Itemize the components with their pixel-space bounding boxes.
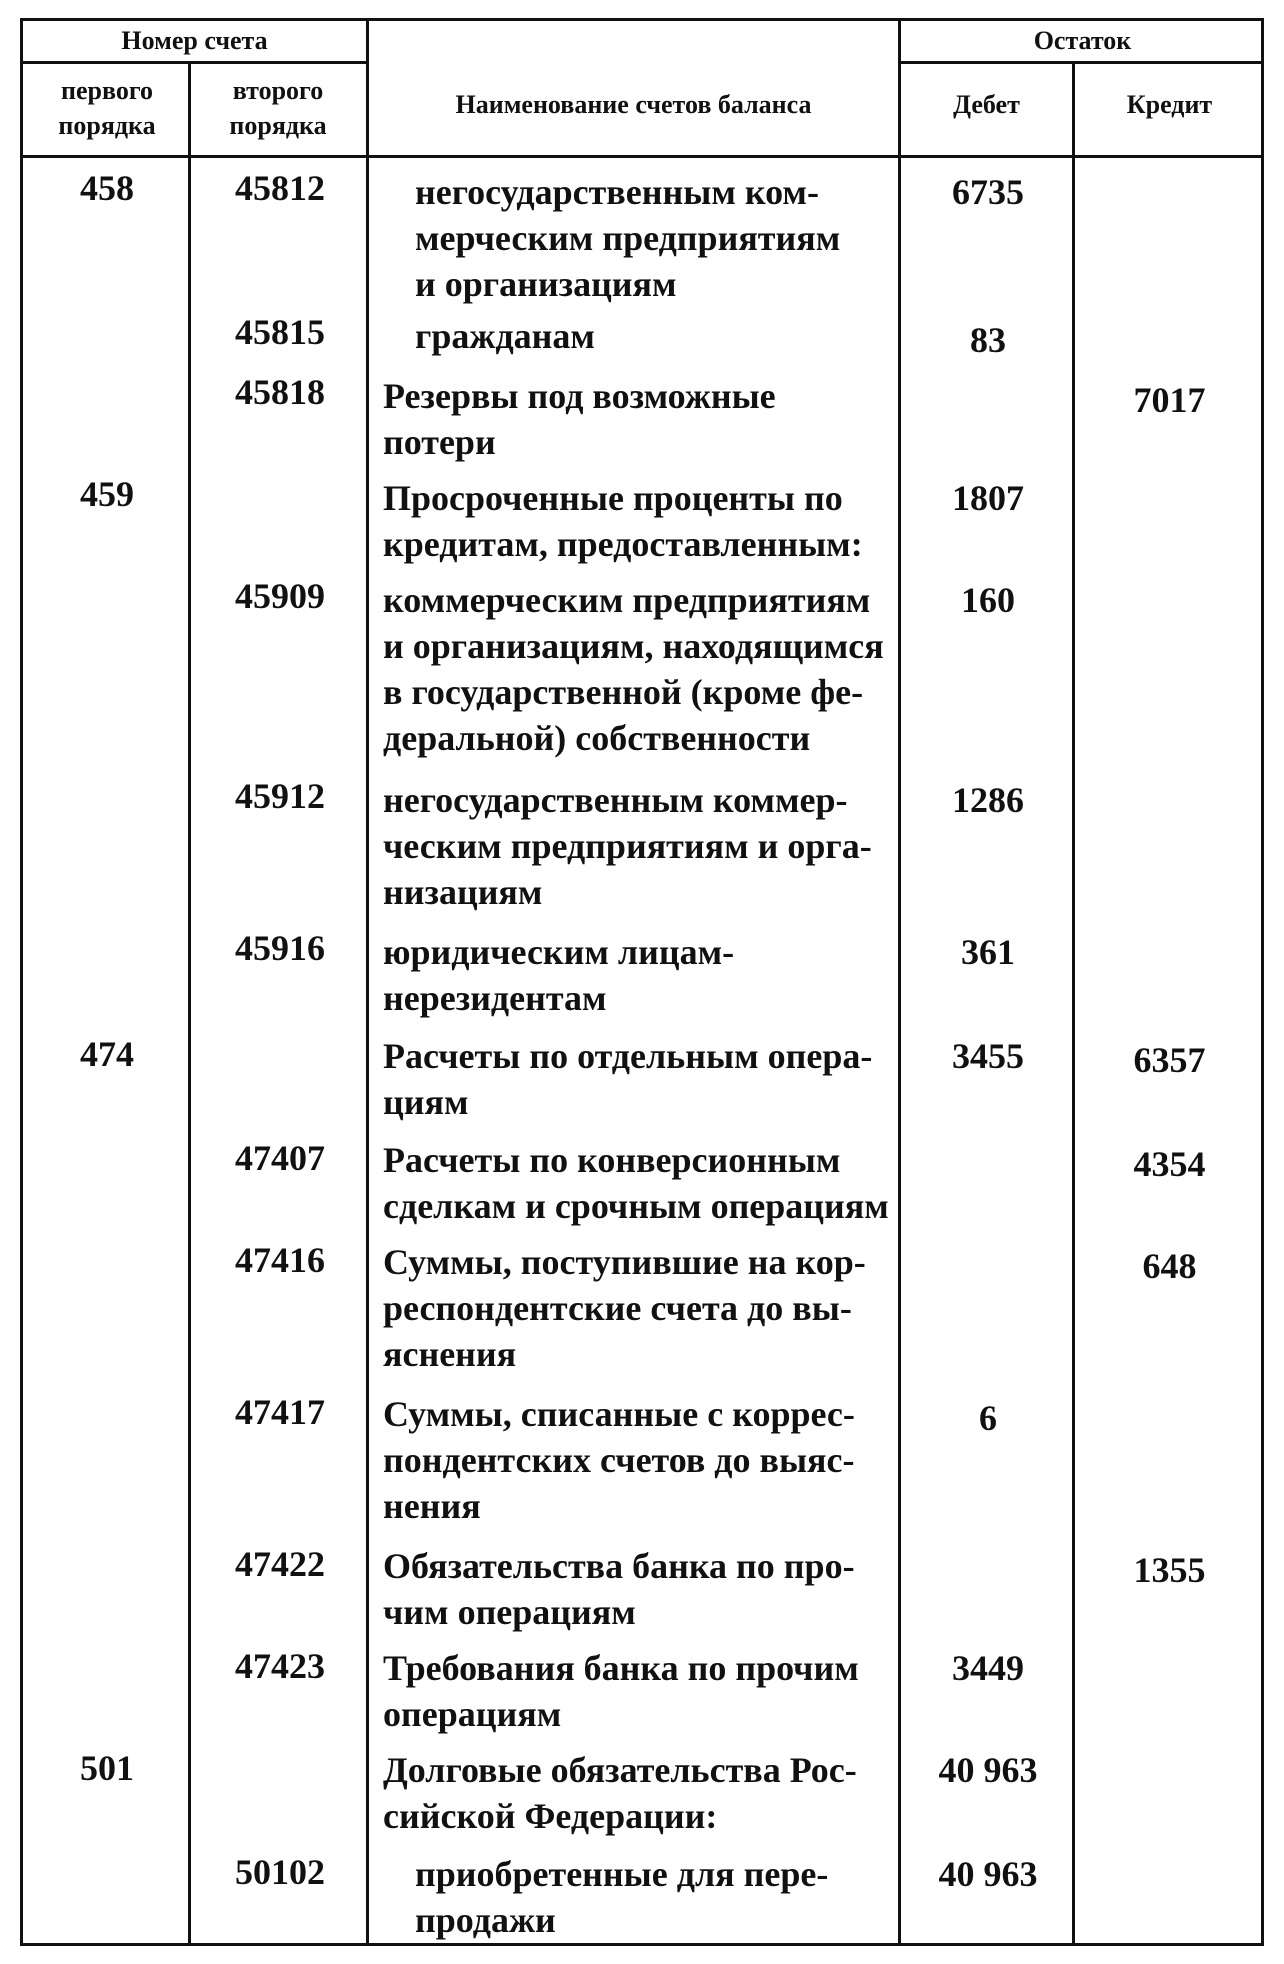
row-second-order: 45912 bbox=[235, 776, 325, 816]
row-second-order: 47422 bbox=[235, 1544, 325, 1584]
row-credit: 7017 bbox=[1133, 380, 1206, 420]
row-account-name: Долговые обязательства Рос- сийской Федерации: bbox=[383, 1750, 857, 1836]
row-account-name: Резервы под возможные потери bbox=[383, 376, 776, 462]
row-second-order: 47417 bbox=[235, 1392, 325, 1432]
divider-account-number bbox=[23, 61, 366, 64]
row-second-order: 50102 bbox=[235, 1852, 325, 1892]
header-account-number: Номер счета bbox=[121, 26, 268, 55]
row-second-order: 45818 bbox=[235, 372, 325, 412]
header-second-order: второго порядка bbox=[229, 76, 327, 141]
row-credit: 4354 bbox=[1133, 1144, 1206, 1184]
row-first-order: 474 bbox=[80, 1034, 134, 1074]
divider-balance bbox=[898, 61, 1264, 64]
row-second-order: 45815 bbox=[235, 312, 325, 352]
header-balance: Остаток bbox=[1033, 26, 1132, 55]
row-account-name: юридическим лицам- нерезидентам bbox=[383, 932, 735, 1018]
header-debit: Дебет bbox=[953, 90, 1020, 119]
row-account-name: Требования банка по прочим операциям bbox=[383, 1648, 859, 1734]
row-debit: 6735 bbox=[952, 172, 1024, 212]
row-account-name: Расчеты по отдельным опера- циям bbox=[383, 1036, 873, 1122]
row-debit: 83 bbox=[970, 320, 1006, 360]
row-credit: 6357 bbox=[1133, 1040, 1206, 1080]
row-account-name: негосударственным коммер- ческим предприятиям и орга- низациям bbox=[383, 780, 872, 912]
row-first-order: 501 bbox=[80, 1748, 134, 1788]
row-debit: 40 963 bbox=[938, 1854, 1038, 1894]
row-second-order: 45812 bbox=[235, 168, 325, 208]
row-account-name: Суммы, списанные с коррес- пондентских счетов до выяс- нения bbox=[383, 1394, 855, 1526]
row-account-name: Суммы, поступившие на кор- респондентские счета до вы- яснения bbox=[383, 1242, 866, 1374]
row-account-name: коммерческим предприятиям и организациям, находящимся в государственной (кроме фе- деральной) собственности bbox=[383, 580, 884, 758]
row-debit: 160 bbox=[961, 580, 1015, 620]
row-second-order: 47407 bbox=[235, 1138, 325, 1178]
row-account-name: негосударственным ком- мерческим предприятиям и организациям bbox=[415, 172, 841, 304]
row-debit: 1807 bbox=[952, 478, 1024, 518]
row-credit: 648 bbox=[1142, 1246, 1197, 1286]
row-debit: 3449 bbox=[952, 1648, 1024, 1688]
row-first-order: 459 bbox=[80, 474, 134, 514]
row-second-order: 45916 bbox=[235, 928, 325, 968]
row-credit: 1355 bbox=[1133, 1550, 1206, 1590]
row-account-name: Просроченные проценты по кредитам, предоставленным: bbox=[383, 478, 863, 564]
row-account-name: Обязательства банка по про- чим операциям bbox=[383, 1546, 855, 1632]
row-account-name: гражданам bbox=[415, 316, 595, 356]
header-first-order: первого порядка bbox=[58, 76, 156, 141]
row-debit: 1286 bbox=[952, 780, 1024, 820]
row-account-name: Расчеты по конверсионным сделкам и срочным операциям bbox=[383, 1140, 889, 1226]
row-debit: 361 bbox=[961, 932, 1015, 972]
header-account-name: Наименование счетов баланса bbox=[455, 90, 812, 119]
row-debit: 40 963 bbox=[938, 1750, 1038, 1790]
row-first-order: 458 bbox=[80, 168, 134, 208]
row-second-order: 45909 bbox=[235, 576, 325, 616]
header-credit: Кредит bbox=[1126, 90, 1213, 119]
row-debit: 6 bbox=[979, 1398, 997, 1438]
header-bottom-border bbox=[23, 155, 1261, 158]
row-account-name: приобретенные для пере- продажи bbox=[415, 1854, 829, 1940]
row-second-order: 47423 bbox=[235, 1646, 325, 1686]
row-debit: 3455 bbox=[952, 1036, 1024, 1076]
balance-table bbox=[20, 18, 1264, 1946]
row-second-order: 47416 bbox=[235, 1240, 325, 1280]
